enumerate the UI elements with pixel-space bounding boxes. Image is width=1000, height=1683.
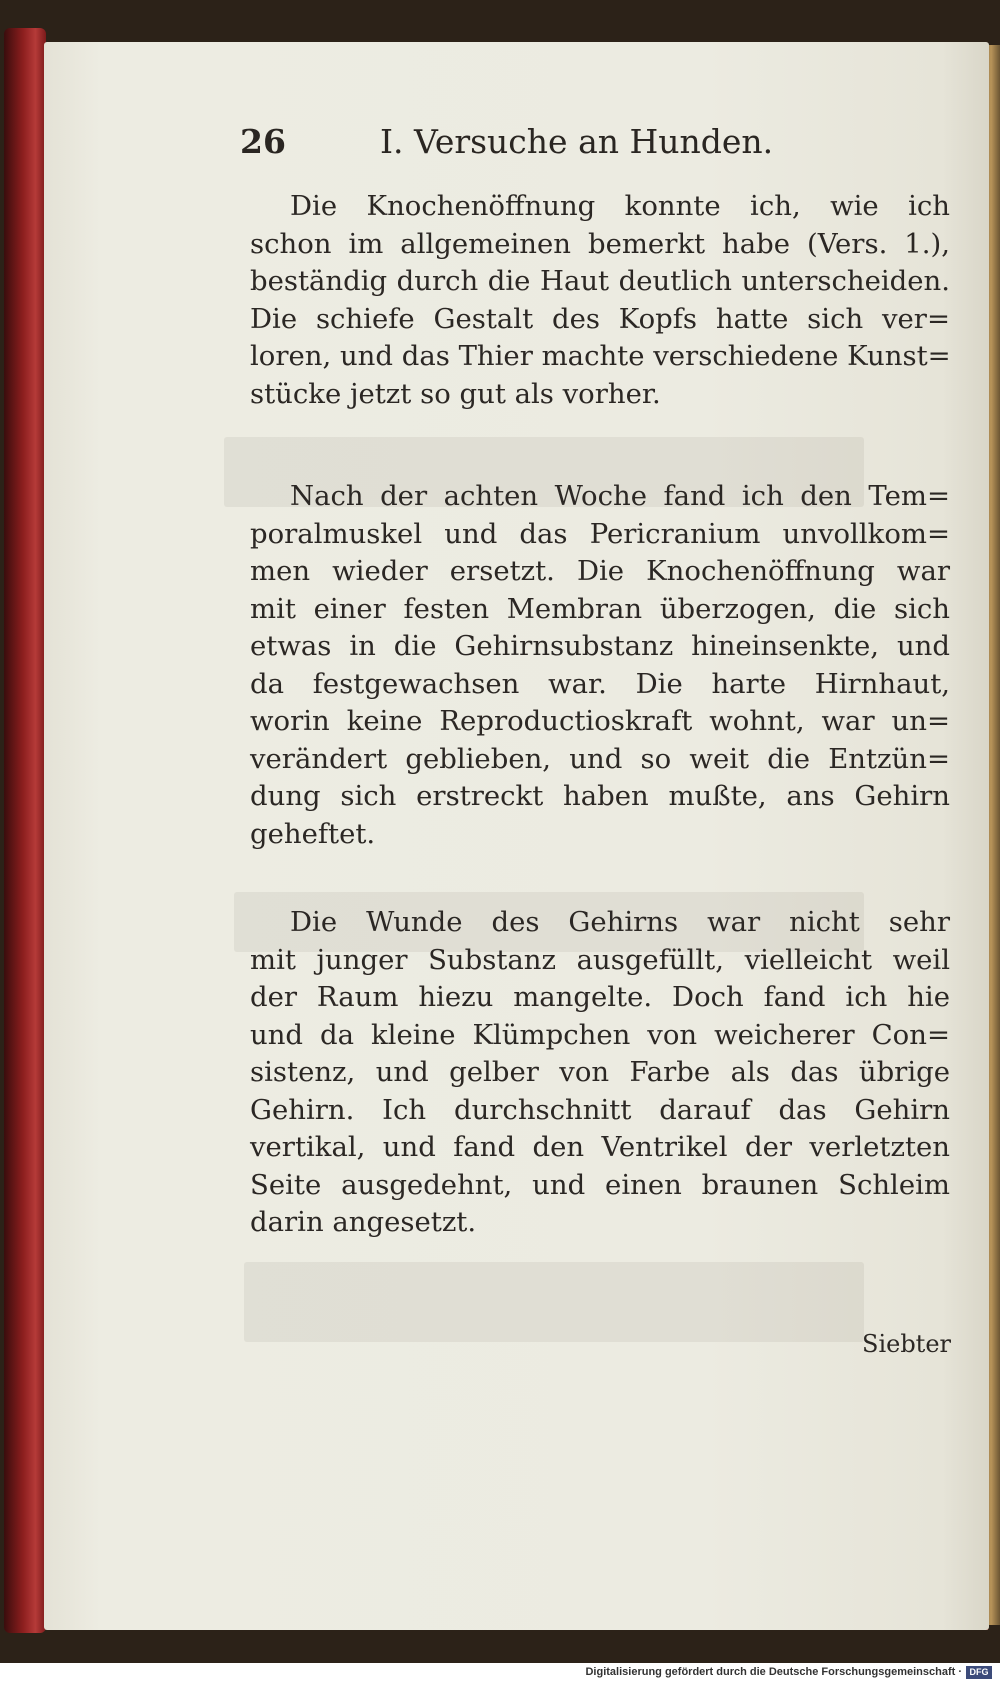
paragraph-2: [250, 478, 950, 853]
text-line: dung sich erstreckt haben mußte, ans Gehirn: [250, 780, 950, 812]
text-line: Die schiefe Gestalt des Kopfs hatte sich ver=: [250, 302, 950, 335]
text-line: Nach der achten Woche fand ich den Tem=: [290, 480, 950, 512]
text-line: da festgewachsen war. Die harte Hirnhaut,: [250, 667, 950, 700]
paragraph-1: [250, 188, 950, 413]
text-line: Gehirn. Ich durchschnitt darauf das Gehirn: [250, 1093, 950, 1126]
show-through-text: [244, 1262, 864, 1342]
footer-credit: Digitalisierung gefördert durch die Deutsche Forschungsgemeinschaft ·: [585, 1666, 962, 1678]
text-line: etwas in die Gehirnsubstanz hineinsenkte, und: [250, 630, 950, 662]
text-line: stücke jetzt so gut als vorher.: [250, 377, 661, 410]
text-line: Die Wunde des Gehirns war nicht sehr: [290, 906, 950, 938]
dfg-logo-icon: DFG: [966, 1666, 992, 1679]
text-line: darin angesetzt.: [250, 1206, 477, 1238]
page-number: 26: [240, 122, 286, 161]
text-line: verändert geblieben, und so weit die Entzün=: [250, 742, 950, 775]
text-line: vertikal, und fand den Ventrikel der verletzten: [250, 1131, 950, 1163]
text-line: poralmuskel und das Pericranium unvollkom=: [250, 517, 950, 550]
book-red-edge-left: [4, 28, 46, 1633]
text-line: der Raum hiezu mangelte. Doch fand ich hie: [250, 981, 950, 1013]
text-line: und da kleine Klümpchen von weicherer Con=: [250, 1018, 950, 1051]
text-line: mit einer festen Membran überzogen, die sich: [250, 592, 950, 625]
text-line: Die Knochenöffnung konnte ich, wie ich: [290, 190, 950, 222]
text-line: Seite ausgedehnt, und einen braunen Schleim: [250, 1168, 950, 1201]
text-line: mit junger Substanz ausgefüllt, vielleicht weil: [250, 943, 950, 976]
text-line: sistenz, und gelber von Farbe als das übrige: [250, 1056, 950, 1088]
text-line: schon im allgemeinen bemerkt habe (Vers. 1.),: [250, 227, 950, 260]
text-line: loren, und das Thier machte verschiedene Kunst=: [250, 340, 951, 372]
paragraph-3: [250, 904, 950, 1242]
text-line: geheftet.: [250, 817, 376, 850]
running-head: [240, 122, 800, 170]
running-head-title: I. Versuche an Hunden.: [380, 122, 774, 161]
text-line: beständig durch die Haut deutlich unterscheiden.: [250, 265, 950, 297]
catchword: Siebter: [862, 1330, 952, 1358]
text-line: men wieder ersetzt. Die Knochenöffnung war: [250, 555, 950, 587]
text-line: worin keine Reproductioskraft wohnt, war un=: [250, 705, 950, 737]
